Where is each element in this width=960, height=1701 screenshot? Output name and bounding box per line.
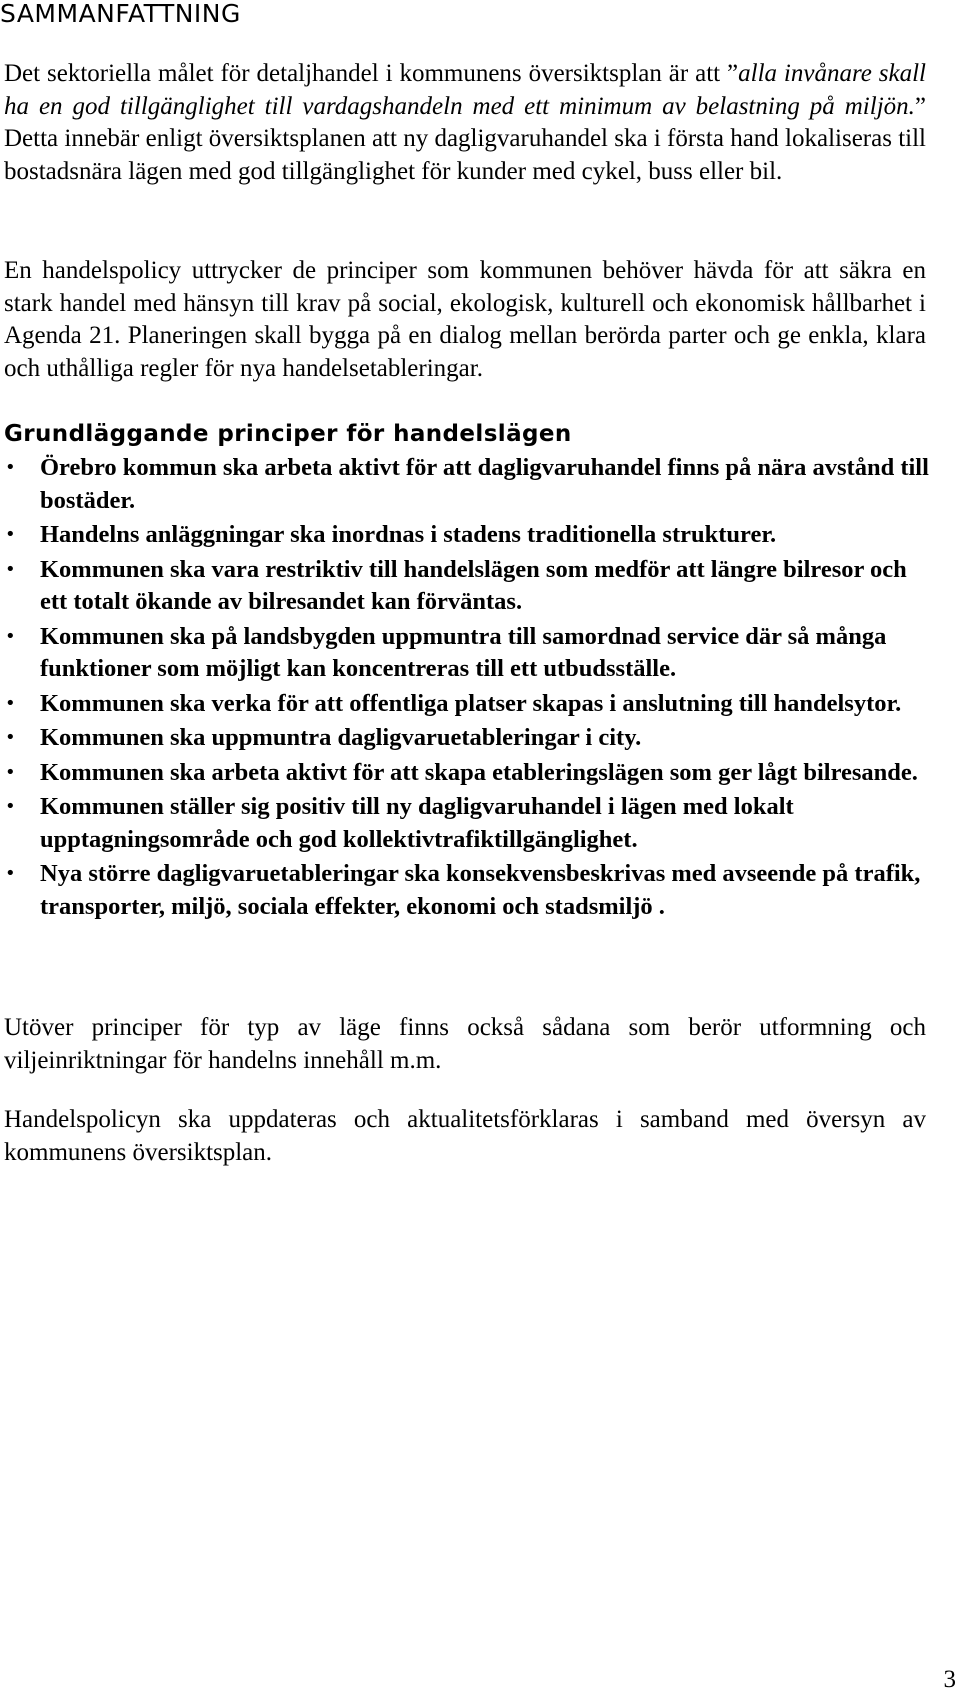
page-number: 3: [943, 1666, 956, 1693]
intro-paragraph: [4, 58, 926, 188]
bullet-icon: •: [5, 863, 16, 884]
other-principles-paragraph: Utöver principer för typ av läge finns också sådana som berör utformning och viljeinriktningar för handelns innehåll m.m.: [4, 1014, 926, 1074]
bullet-icon: •: [5, 727, 16, 748]
bullet-icon: •: [5, 761, 16, 783]
section-heading: SAMMANFATTNING: [0, 0, 241, 28]
list-item: [0, 452, 930, 517]
list-item: [0, 757, 930, 790]
principle-text: Handelns anläggningar ska inordnas i stadens traditionella strukturer.: [40, 521, 777, 548]
bullet-icon: •: [5, 457, 16, 478]
quote-open-mark: ”: [727, 60, 739, 87]
principles-list: [0, 452, 930, 925]
intro-lead: Det sektoriella målet för detaljhandel i kommunens översiktsplan är att: [4, 60, 728, 87]
principle-text: Kommunen ska på landsbygden uppmuntra till samordnad service där så många funktioner som möjligt kan koncentreras till ett utbudsställe.: [40, 622, 887, 682]
principle-text: Örebro kommun ska arbeta aktivt för att dagligvaruhandel finns på nära avstånd till bostäder.: [40, 454, 929, 514]
quote-close-mark: ”: [914, 92, 926, 120]
principle-text: Kommunen ställer sig positiv till ny dagligvaruhandel i lägen med lokalt upptagningsområde och god kollektivtrafiktillgänglighet.: [40, 793, 794, 853]
principle-text: Kommunen ska vara restriktiv till handelslägen som medför att längre bilresor och ett totalt ökande av bilresandet kan förväntas.: [40, 555, 907, 615]
principle-text: Kommunen ska verka för att offentliga platser skapas i anslutning till handelsytor.: [40, 689, 902, 717]
principles-heading: Grundläggande principer för handelslägen: [4, 421, 572, 447]
principle-text: Kommunen ska arbeta aktivt för att skapa etableringslägen som ger lågt bilresande.: [40, 758, 918, 786]
principle-text: Kommunen ska uppmuntra dagligvaruetableringar i city.: [40, 724, 642, 751]
list-item: [0, 791, 930, 856]
bullet-icon: •: [5, 796, 16, 817]
bullet-icon: •: [5, 558, 16, 580]
list-item: [0, 858, 930, 923]
list-item: [0, 688, 930, 721]
bullet-icon: •: [5, 625, 16, 647]
list-item: [0, 554, 930, 619]
intro-rest: Detta innebär enligt översiktsplanen att ny dagligvaruhandel ska i första hand lokaliseras till bostadsnära lägen med god tillgänglighet för kunder med cykel, buss eller bil.: [4, 125, 926, 185]
list-item: [0, 722, 930, 755]
list-item: [0, 519, 930, 552]
intro-goal-quote: alla invånare skall ha en god tillgänglighet till vardagshandeln med ett minimum av belastning på miljön.: [4, 60, 926, 120]
principle-text: Nya större dagligvaruetableringar ska konsekvensbeskrivas med avseende på trafik, transporter, miljö, sociala effekter, ekonomi och stadsmiljö .: [40, 860, 921, 920]
update-note-paragraph: Handelspolicyn ska uppdateras och aktualitetsförklaras i samband med översyn av kommunens översiktsplan.: [4, 1106, 926, 1166]
policy-paragraph: En handelspolicy uttrycker de principer som kommunen behöver hävda för att säkra en stark handel med hänsyn till krav på social, ekologisk, kulturell och ekonomisk hållbarhet i Agenda 21. Planeringen skall bygga på en dialog mellan berörda parter och ge enkla, klara och uthålliga regler för nya handelsetableringar.: [4, 257, 926, 382]
list-item: [0, 621, 930, 686]
bullet-icon: •: [5, 692, 16, 714]
bullet-icon: •: [5, 524, 16, 545]
